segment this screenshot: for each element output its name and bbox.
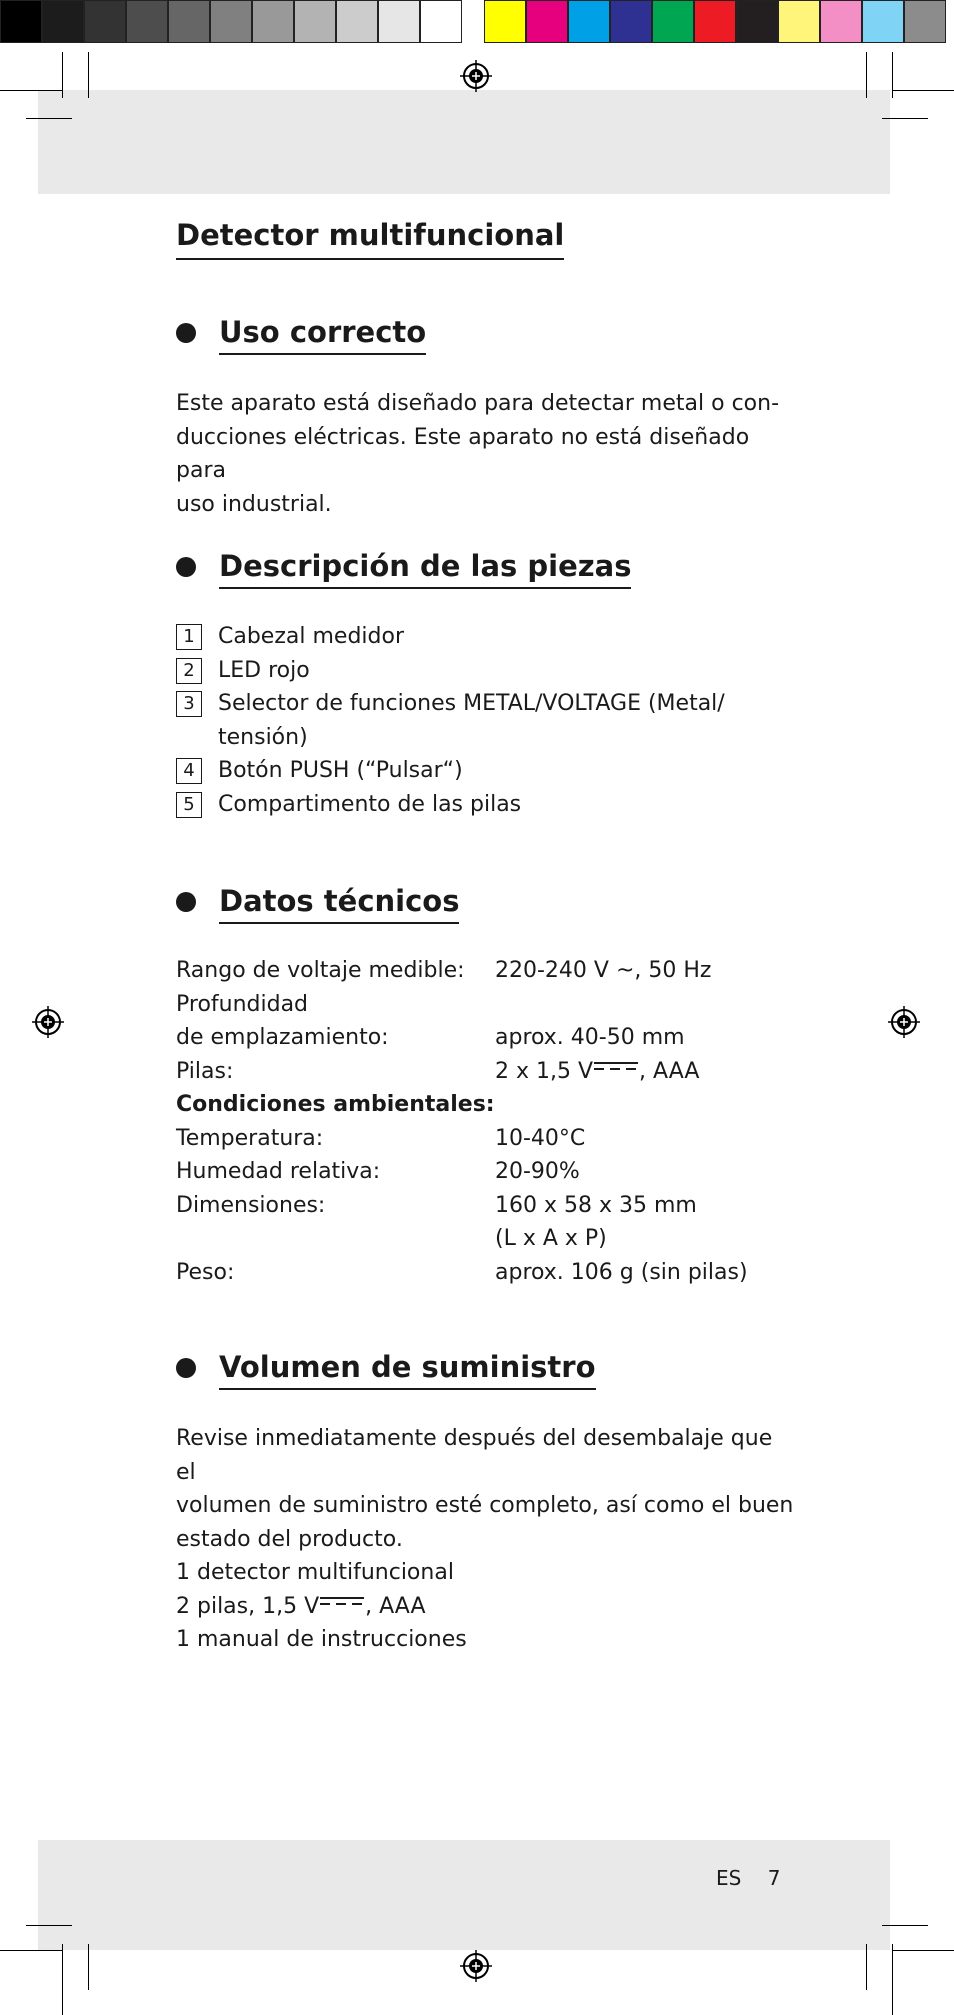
crop-mark (88, 1944, 89, 1990)
crop-mark (882, 118, 928, 119)
spec-label: Rango de voltaje medible: (176, 958, 465, 983)
table-row (176, 1189, 796, 1223)
gray-swatch (168, 0, 210, 43)
table-row (176, 1256, 796, 1290)
part-number-box: 4 (176, 758, 202, 784)
spec-value (495, 1055, 796, 1089)
color-swatch (778, 0, 820, 43)
bullet-icon (176, 892, 196, 912)
registration-mark-icon (30, 1004, 66, 1040)
list-item (176, 754, 796, 788)
section-heading-text: Datos técnicos (219, 880, 459, 924)
color-swatch (526, 0, 568, 43)
crop-mark (26, 1925, 72, 1926)
part-number-box: 3 (176, 691, 202, 717)
part-label: Compartimento de las pilas (218, 791, 522, 817)
spec-value: 220-240 V ~, 50 Hz (495, 958, 712, 983)
crop-mark (0, 1950, 62, 1951)
part-label: Cabezal medidor (218, 624, 404, 649)
table-row (176, 1088, 796, 1122)
spec-label: Pilas: (176, 1058, 234, 1084)
registration-mark-icon (458, 1948, 494, 1984)
spec-label: Temperatura: (176, 1125, 324, 1151)
crop-mark (866, 52, 867, 98)
list-item-part: , AAA (365, 1593, 426, 1619)
text-line: estado del producto. (176, 1526, 403, 1552)
section-heading-datos-tecnicos (176, 880, 459, 924)
registration-mark-icon (886, 1004, 922, 1040)
bullet-icon (176, 323, 196, 343)
part-number-box: 2 (176, 658, 202, 684)
crop-mark (892, 52, 893, 98)
gray-swatch (0, 0, 42, 43)
crop-mark (26, 118, 72, 119)
list-item (176, 687, 796, 754)
spec-value-part: , AAA (639, 1058, 700, 1084)
crop-mark (882, 1925, 928, 1926)
spec-label: Humedad relativa: (176, 1159, 381, 1184)
spec-subheading: Condiciones ambientales: (176, 1092, 495, 1117)
gray-swatch (378, 0, 420, 43)
uso-correcto-paragraph (176, 387, 796, 521)
technical-data-table (176, 954, 796, 1289)
list-item-part: 2 pilas, 1,5 V (176, 1593, 320, 1619)
crop-mark (0, 90, 62, 91)
page-title: Detector multifuncional (176, 212, 564, 260)
color-swatch (862, 0, 904, 43)
table-row (176, 1021, 796, 1055)
spec-label: Profundidad (176, 991, 309, 1017)
section-heading-uso-correcto (176, 311, 426, 355)
registration-mark-icon (458, 58, 494, 94)
color-swatch (652, 0, 694, 43)
section-heading-text: Volumen de suministro (219, 1346, 596, 1390)
crop-mark (892, 1944, 893, 2015)
page-footer (716, 1866, 800, 1890)
table-row (176, 1055, 796, 1089)
color-swatch (694, 0, 736, 43)
color-swatch (820, 0, 862, 43)
crop-mark (866, 1944, 867, 1990)
crop-mark (892, 1950, 954, 1951)
spec-value: aprox. 106 g (sin pilas) (495, 1259, 748, 1285)
text-line: ducciones eléctricas. Este aparato no está diseñado para (176, 424, 750, 483)
spec-value-part: 2 x 1,5 V (495, 1058, 594, 1084)
gray-swatch (84, 0, 126, 43)
direct-current-symbol-icon (594, 1062, 638, 1070)
list-item (176, 654, 796, 688)
header-band (38, 90, 890, 194)
crop-mark (892, 90, 954, 91)
part-label: LED rojo (218, 657, 310, 683)
spec-label: Dimensiones: (176, 1192, 326, 1218)
list-item (176, 788, 796, 822)
text-line: Este aparato está diseñado para detectar metal o con- (176, 391, 780, 416)
section-heading-text: Uso correcto (219, 311, 426, 355)
list-item: 1 detector multifuncional (176, 1560, 454, 1585)
footer-band (38, 1840, 890, 1950)
color-swatch (904, 0, 946, 43)
crop-mark (88, 52, 89, 98)
part-label: Selector de funciones METAL/VOLTAGE (Metal/ tensión) (218, 691, 725, 750)
color-swatch (568, 0, 610, 43)
gray-swatch (126, 0, 168, 43)
table-row (176, 1155, 796, 1189)
list-item (176, 620, 796, 654)
gray-swatch (210, 0, 252, 43)
supply-list (176, 1556, 796, 1657)
spec-value: (L x A x P) (495, 1226, 607, 1251)
spec-value: 10-40°C (495, 1125, 586, 1151)
spec-value: aprox. 40-50 mm (495, 1025, 685, 1050)
text-line: Revise inmediatamente después del desembalaje que el (176, 1426, 773, 1485)
gray-swatch (420, 0, 462, 43)
direct-current-symbol-icon (320, 1597, 364, 1605)
section-heading-volumen (176, 1346, 596, 1390)
text-line: volumen de suministro esté completo, así como el buen (176, 1493, 794, 1518)
volumen-paragraph (176, 1422, 796, 1556)
gray-calibration-strip (0, 0, 462, 45)
text-line: uso industrial. (176, 491, 332, 517)
gray-swatch (294, 0, 336, 43)
color-swatch (736, 0, 778, 43)
table-row (176, 954, 796, 988)
list-item: 1 manual de instrucciones (176, 1627, 467, 1652)
bullet-icon (176, 557, 196, 577)
table-row (176, 1122, 796, 1156)
color-swatch (484, 0, 526, 43)
part-label: Botón PUSH (“Pulsar“) (218, 758, 463, 783)
language-code: ES (716, 1866, 742, 1890)
section-heading-text: Descripción de las piezas (219, 545, 631, 589)
color-calibration-strip (484, 0, 946, 45)
gray-swatch (252, 0, 294, 43)
color-swatch (610, 0, 652, 43)
crop-mark (62, 1944, 63, 2015)
section-heading-descripcion (176, 545, 631, 589)
crop-mark (62, 52, 63, 98)
spec-value: 160 x 58 x 35 mm (495, 1192, 697, 1218)
page-number: 7 (767, 1866, 781, 1890)
spec-label: Peso: (176, 1259, 235, 1285)
gray-swatch (42, 0, 84, 43)
spec-label: de emplazamiento: (176, 1025, 389, 1050)
list-item (176, 1590, 796, 1624)
bullet-icon (176, 1358, 196, 1378)
table-row (176, 1222, 796, 1256)
spec-value: 20-90% (495, 1159, 580, 1184)
parts-list (176, 620, 796, 821)
part-number-box: 5 (176, 792, 202, 818)
gray-swatch (336, 0, 378, 43)
table-row (176, 988, 796, 1022)
part-number-box: 1 (176, 624, 202, 650)
